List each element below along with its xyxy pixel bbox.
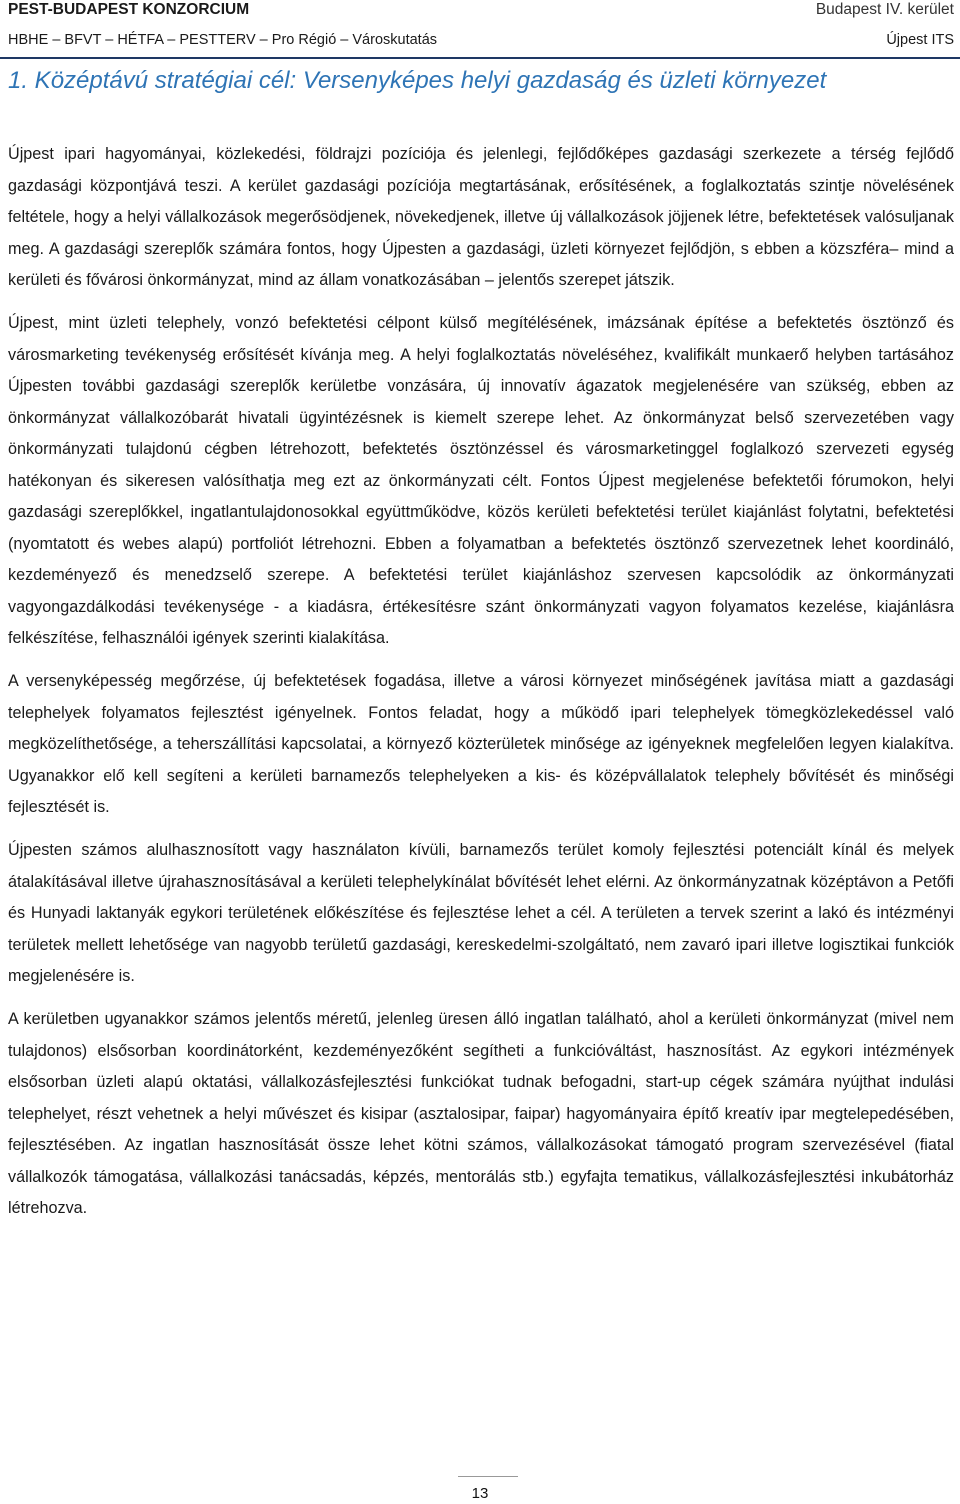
- footer-divider: [458, 1476, 518, 1477]
- section-title: 1. Középtávú stratégiai cél: Versenyképes helyi gazdaság és üzleti környezet: [8, 67, 827, 94]
- partner-list: HBHE – BFVT – HÉTFA – PESTTERV – Pro Régió – Városkutatás: [8, 32, 438, 48]
- paragraph: Újpesten számos alulhasznosított vagy használaton kívüli, barnamezős terület komoly fejlesztési potenciált kínál és melyek átalakításával illetve újrahasznosításával a kerületi telephelykínálat bővítését lehet elérni. Az önkormányzatnak középtávon a Petőfi és Hunyadi laktanyák egykori területének előkészítése és fejlesztése lehet a cél. A területen a tervek szerint a lakó és intézményi területek mellett lehetősége van nagyobb területű gazdasági, kereskedelmi-szolgáltató, nem zavaró ipari illetve logisztikai funkciók megjelenésére is.: [8, 841, 954, 985]
- header-row-bottom: [8, 19, 954, 50]
- header-row-top: [8, 0, 954, 19]
- paragraph: Újpest ipari hagyományai, közlekedési, földrajzi pozíciója és jelenlegi, fejlődőképes gazdasági szerkezete a térség fejlődő gazdasági központjává teszi. A kerület gazdasági pozíciója megtartásának, erősítésének, a foglalkoztatás szintje növelésének feltétele, hogy a helyi vállalkozások megerősödjenek, növekedjenek, illetve új vállalkozások jöjjenek létre, befektetések valósuljanak meg. A gazdasági szereplők számára fontos, hogy Újpesten a gazdasági, üzleti környezet fejlődjön, s ebben a közszféra– mind a kerületi és fővárosi önkormányzat, mind az állam vonatkozásában – jelentős szerepet játszik.: [8, 145, 954, 289]
- organization-name: PEST-BUDAPEST KONZORCIUM: [8, 1, 250, 18]
- page-number: 13: [471, 1485, 489, 1502]
- paragraph: Újpest, mint üzleti telephely, vonzó befektetési célpont külső megítélésének, imázsának építése a befektetés ösztönző és városmarketing tevékenység erősítését kívánja meg. A helyi foglalkoztatás növeléséhez, kvalifikált munkaerő helyben tartásához Újpesten további gazdasági szereplők kerületbe vonzására, új innovatív ágazatok megjelenésére van szükség, ebben az önkormányzat vállalkozóbarát hivatali ügyintézésnek is kiemelt szerepe lehet. Az önkormányzat belső szervezetében vagy önkormányzati tulajdonú cégben létrehozott, befektetés ösztönzéssel és városmarketinggel foglalkozó szervezeti egység hatékonyan és sikeresen valósíthatja meg ezt az önkormányzati célt. Fontos Újpest megjelenése befektetői fórumokon, helyi gazdasági szereplőkkel, ingatlantulajdonosokkal együttműködve, közös kerületi befektetési terület kiajánlást folytatni, befektetési (nyomtatott és webes alapú) portfoliót létrehozni. Ebben a folyamatban a befektetés ösztönző szervezetnek lehet koordináló, kezdeményező és menedzselő szerepe. A befektetési terület kiajánláshoz szervesen kapcsolódik az önkormányzati vagyongazdálkodási tevékenysége - a kiadásra, értékesítésre szánt önkormányzati vagyon folyamatos kezelése, kiajánlásra felkészítése, felhasználói igények szerinti kialakítása.: [8, 314, 954, 647]
- paragraph: A kerületben ugyanakkor számos jelentős méretű, jelenleg üresen álló ingatlan található, ahol a kerületi önkormányzat (mivel nem tulajdonos) elsősorban koordinátorként, kezdeményezőként segítheti a funkcióváltást, hasznosítást. Az egykori intézmények elsősorban üzleti alapú oktatási, vállalkozásfejlesztési funkciókat tudnak befogadni, start-up cégek számára nyújthat indulási telephelyet, részt vehetnek a helyi művészet és kisipar (asztalosipar, faipar) hagyományaira építő kreatív ipar megtelepedésében, fejlesztésében. Az ingatlan hasznosítását össze lehet kötni számos, vállalkozásokat támogató program szervezésével (fiatal vállalkozók támogatása, vállalkozási tanácsadás, képzés, mentorálás stb.) egyfajta tematikus, vállalkozásfejlesztési inkubátorház létrehozva.: [8, 1010, 954, 1217]
- header-divider: [0, 57, 960, 59]
- page-header: [8, 0, 954, 50]
- paragraph: A versenyképesség megőrzése, új befektetések fogadása, illetve a városi környezet minőségének javítása miatt a gazdasági telephelyek folyamatos fejlesztést igényelnek. Fontos feladat, hogy a működő ipari telephelyek tömegközlekedéssel való megközelíthetősége, a teherszállítási kapcsolatai, a környező közterületek minősége az igényeknek megfelelően legyen kialakítva. Ugyanakkor elő kell segíteni a kerületi barnamezős telephelyeken a kis- és középvállalatok telephely bővítését és minőségi fejlesztését is.: [8, 672, 954, 816]
- district-label: Újpest ITS: [886, 32, 954, 48]
- body-text: [8, 139, 954, 1236]
- city-label: Budapest IV. kerület: [815, 1, 954, 18]
